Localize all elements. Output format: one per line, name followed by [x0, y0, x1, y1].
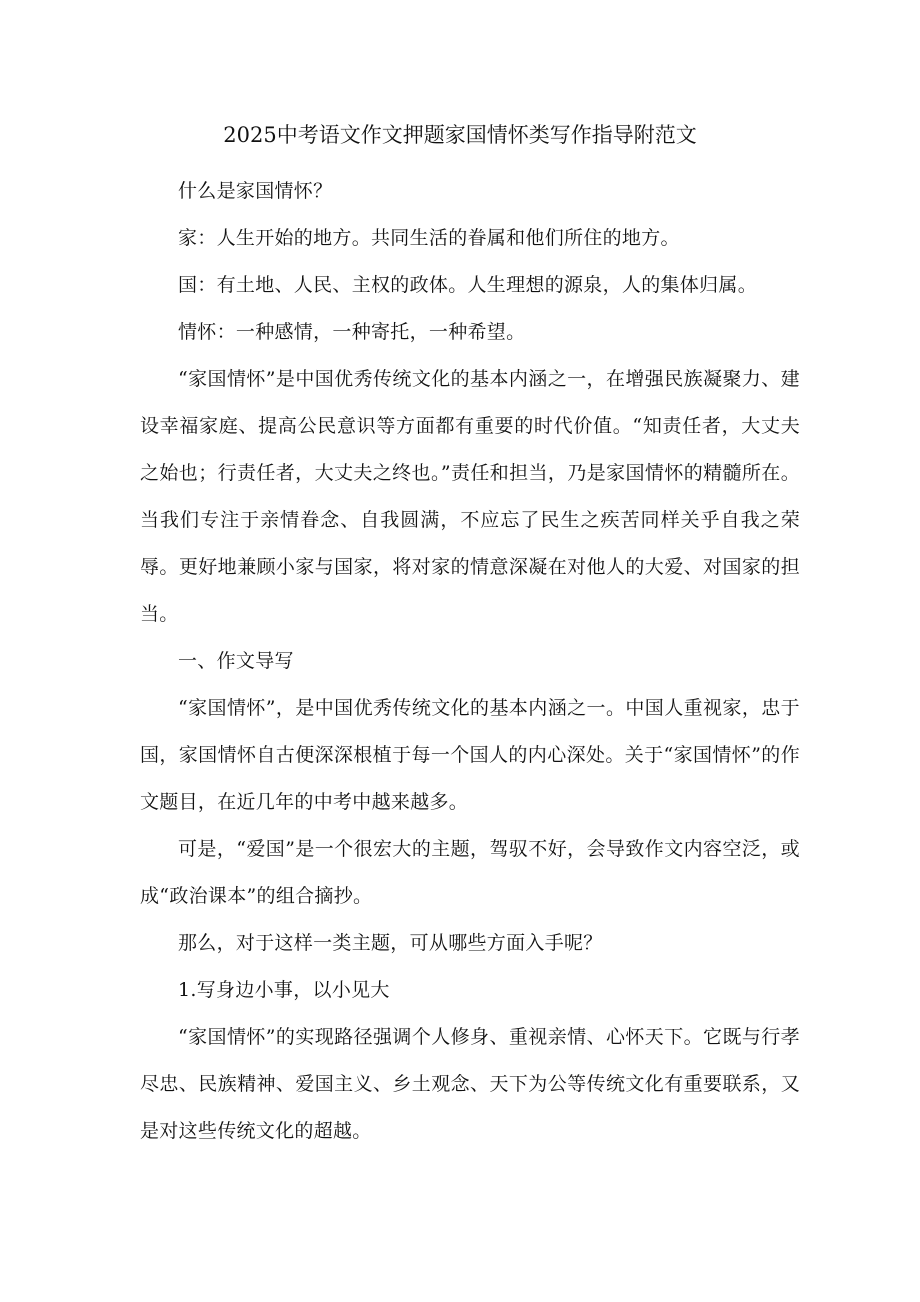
section-heading: 一、作文导写: [178, 650, 294, 672]
paragraph: 国：有土地、人民、主权的政体。人生理想的源泉，人的集体归属。: [178, 274, 758, 296]
paragraph: 情怀：一种感情，一种寄托，一种希望。: [178, 321, 526, 343]
paragraph: 那么，对于这样一类主题，可从哪些方面入手呢？: [178, 932, 603, 954]
paragraph: 可是，“爱国”是一个很宏大的主题，驾驭不好，会导致作文内容空泛，或成“政治课本”的组合摘抄。: [140, 838, 800, 907]
document-body: [140, 168, 800, 1155]
paragraph: “家国情怀”的实现路径强调个人修身、重视亲情、心怀天下。它既与行孝尽忠、民族精神、爱国主义、乡土观念、天下为公等传统文化有重要联系，又是对这些传统文化的超越。: [140, 1026, 800, 1142]
paragraph: “家国情怀”，是中国优秀传统文化的基本内涵之一。中国人重视家，忠于国，家国情怀自古便深深根植于每一个国人的内心深处。关于“家国情怀”的作文题目，在近几年的中考中越来越多。: [140, 697, 800, 813]
paragraph: 什么是家国情怀？: [178, 180, 333, 202]
paragraph: 家：人生开始的地方。共同生活的眷属和他们所住的地方。: [178, 227, 680, 249]
subsection-heading: 1.写身边小事，以小见大: [178, 979, 390, 1001]
paragraph: “家国情怀”是中国优秀传统文化的基本内涵之一，在增强民族凝聚力、建设幸福家庭、提高公民意识等方面都有重要的时代价值。“知责任者，大丈夫之始也；行责任者，大丈夫之终也。”责任和担当，乃是家国情怀的精髓所在。当我们专注于亲情眷念、自我圆满，不应忘了民生之疾苦同样关乎自我之荣辱。更好地兼顾小家与国家，将对家的情意深凝在对他人的大爱、对国家的担当。: [140, 368, 800, 625]
document-title: 2025中考语文作文押题家国情怀类写作指导附范文: [223, 123, 697, 147]
